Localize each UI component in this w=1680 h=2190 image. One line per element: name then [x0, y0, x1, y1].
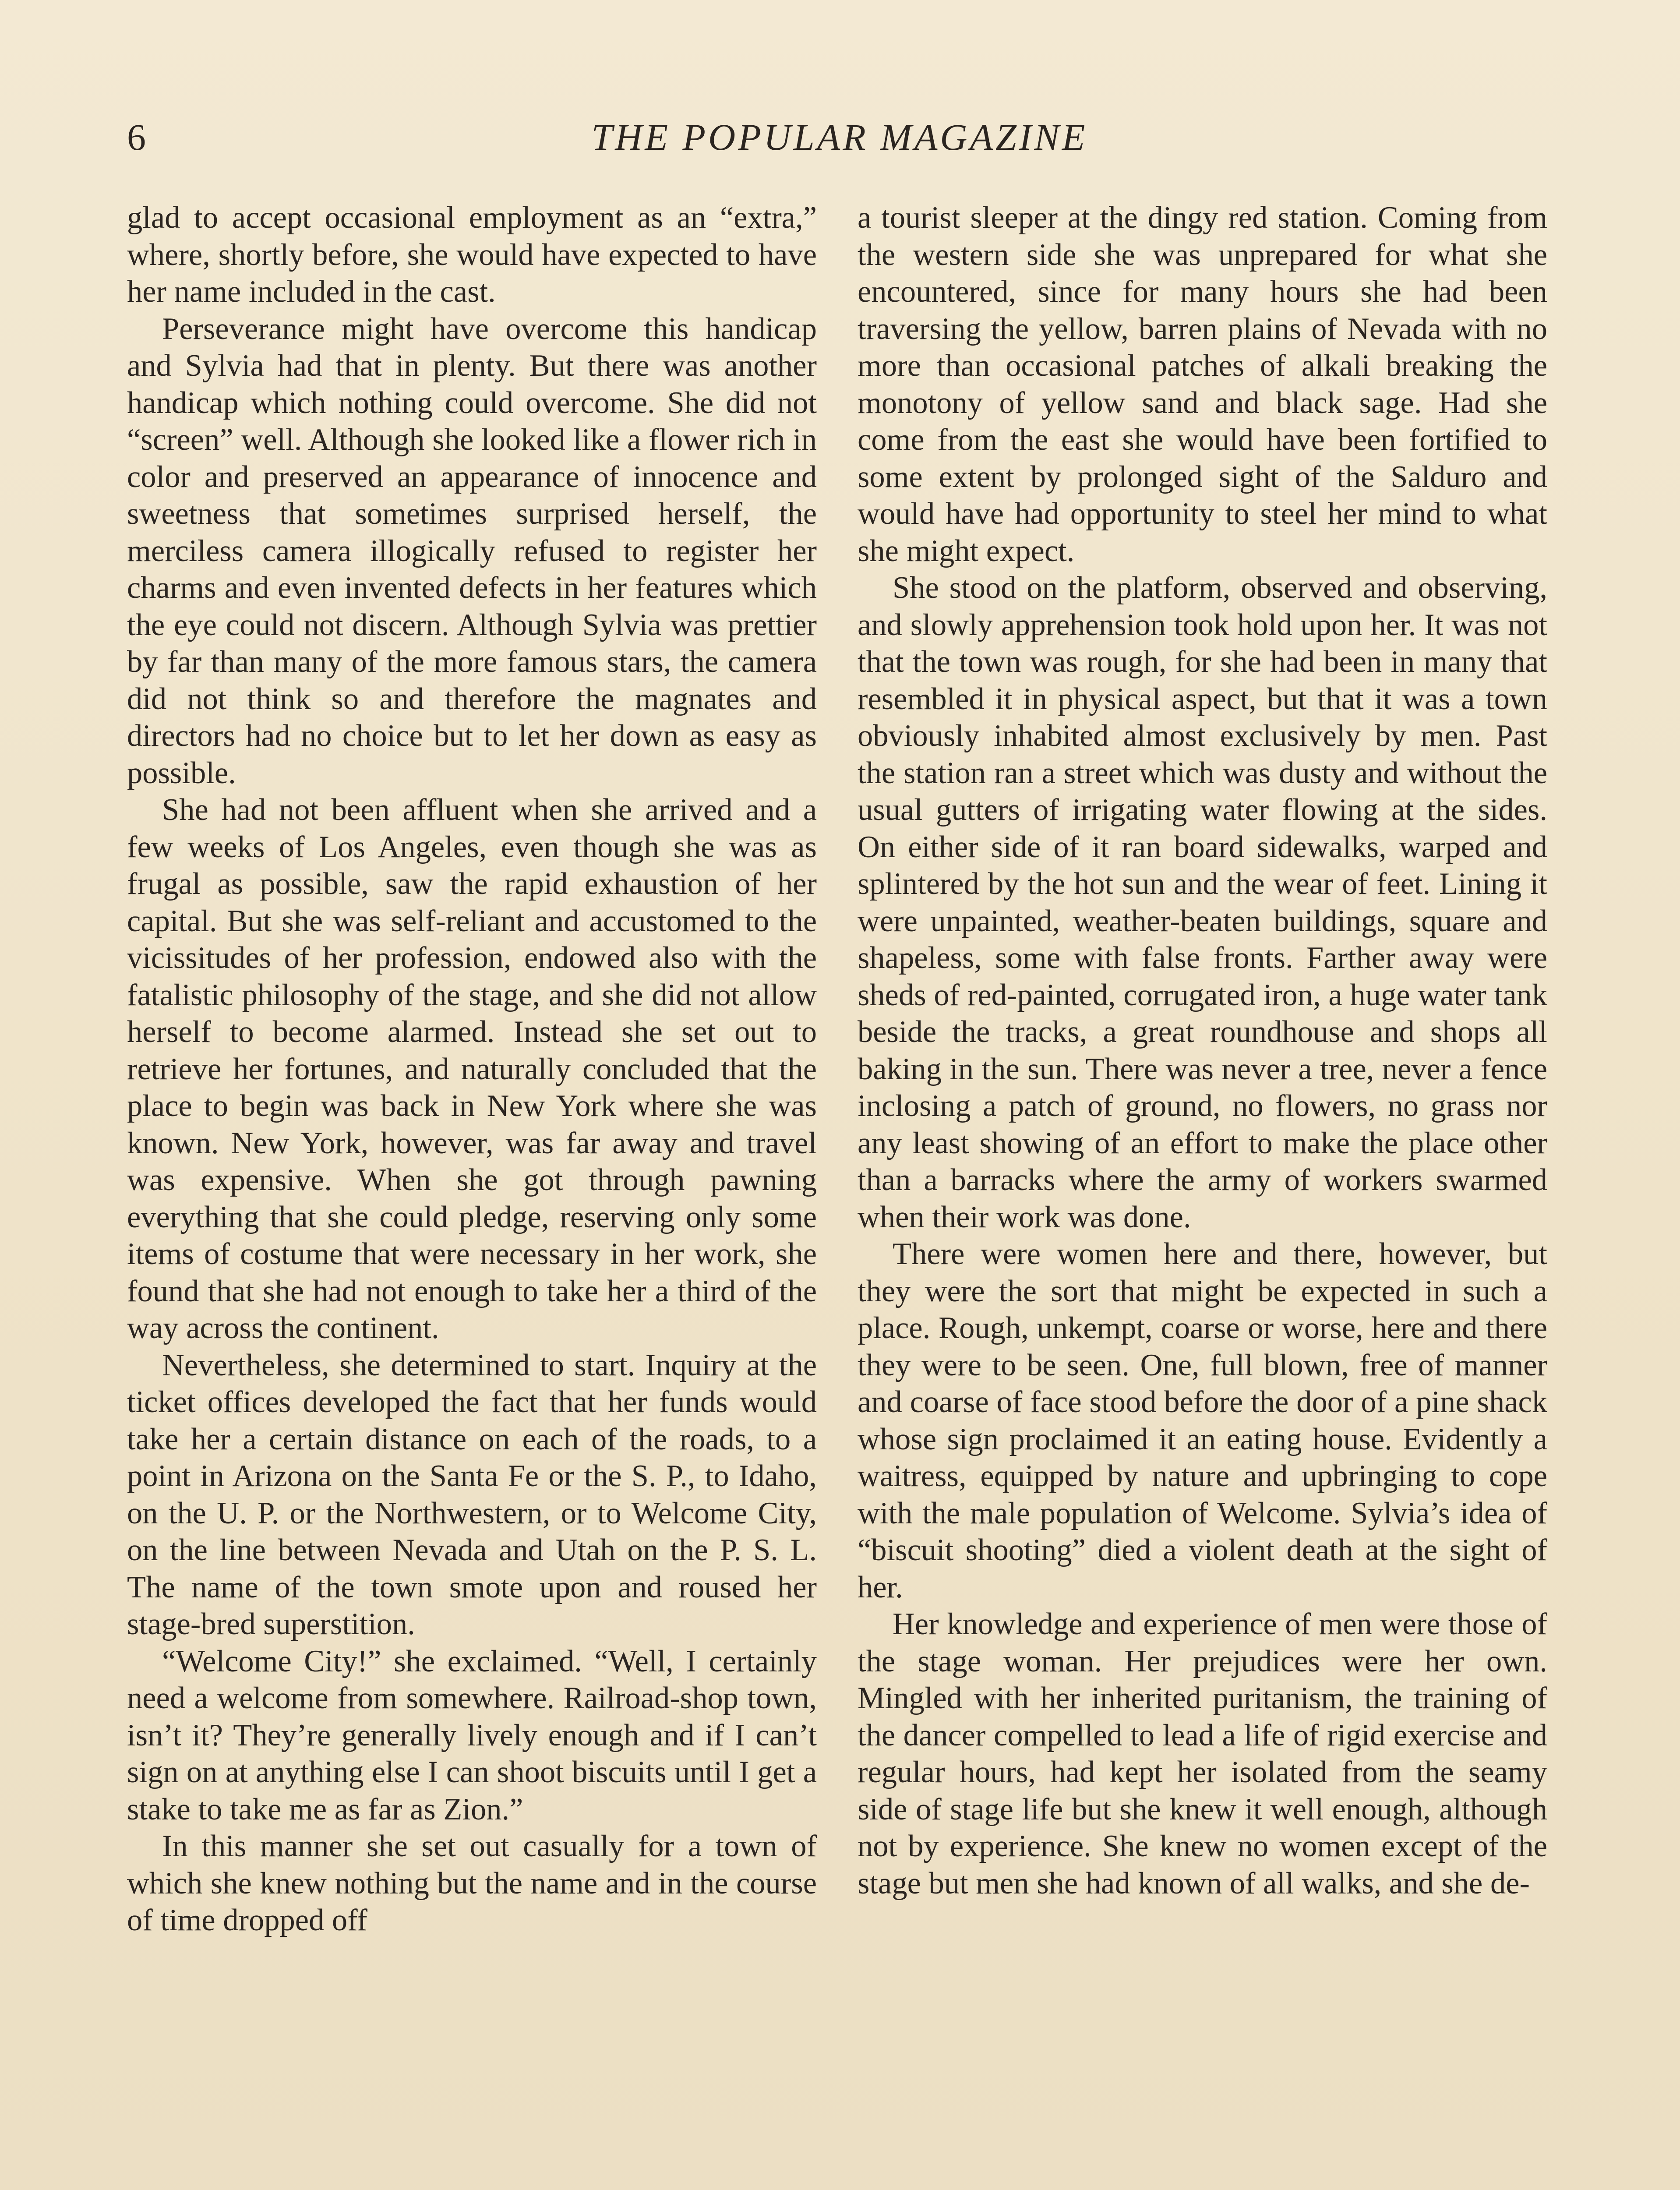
running-head: THE POPULAR MAGAZINE [591, 116, 1088, 158]
paragraph: There were women here and there, however, but they were the sort that might be expected in such a place. Rough, unkempt, coarse or worse, here and there they were to be seen. One, full blown, free of manner and coarse of face stood before the door of a pine shack whose sign proclaimed it an eating house. Evidently a waitress, equipped by nature and upbringing to cope with the male population of Welcome. Sylvia’s idea of “biscuit shooting” died a violent death at the sight of her. [858, 1237, 1547, 1604]
page-header [127, 117, 1552, 157]
paragraph: She had not been affluent when she arrived and a few weeks of Los Angeles, even though she was as frugal as possible, saw the rapid exhaustion of her capital. But she was self-reliant and accustomed to the vicissitudes of her profession, endowed also with the fatalistic philosophy of the stage, and she did not allow herself to become alarmed. Instead she set out to retrieve her fortunes, and naturally concluded that the place to begin was back in New York where she was known. New York, however, was far away and travel was expensive. When she got through pawning everything that she could pledge, reserving only some items of costume that were necessary in her work, she found that she had not enough to take her a third of the way across the continent. [127, 793, 817, 1345]
paragraph: “Welcome City!” she exclaimed. “Well, I certainly need a welcome from somewhere. Railroad-shop town, isn’t it? They’re generally lively enough and if I can’t sign on at anything else I can shoot biscuits until I get a stake to take me as far as Zion.” [127, 1644, 817, 1826]
right-column [858, 199, 1547, 1902]
paragraph: She stood on the platform, observed and observing, and slowly apprehension took hold upon her. It was not that the town was rough, for she had been in many that resembled it in physical aspect, but that it was a town obviously inhabited almost exclusively by men. Past the station ran a street which was dusty and without the usual gutters of irrigating water flowing at the sides. On either side of it ran board sidewalks, warped and splintered by the hot sun and the wear of feet. Lining it were unpainted, weather-beaten buildings, square and shapeless, some with false fronts. Farther away were sheds of red-painted, corrugated iron, a huge water tank beside the tracks, a great roundhouse and shops all baking in the sun. There was never a tree, never a fence inclosing a patch of ground, no flowers, no grass nor any least showing of an effort to make the place other than a barracks where the army of workers swarmed when their work was done. [858, 571, 1547, 1234]
paragraph: In this manner she set out casually for a town of which she knew nothing but the name and in the course of time dropped off [127, 1829, 817, 1937]
paragraph: glad to accept occasional employment as an “extra,” where, shortly before, she would have expected to have her name included in the cast. [127, 201, 817, 309]
paragraph: Nevertheless, she determined to start. Inquiry at the ticket offices developed the fact that her funds would take her a certain distance on each of the roads, to a point in Arizona on the Santa Fe or the S. P., to Idaho, on the U. P. or the Northwestern, or to Welcome City, on the line between Nevada and Utah on the P. S. L. The name of the town smote upon and roused her stage-bred superstition. [127, 1348, 817, 1641]
paragraph: Her knowledge and experience of men were those of the stage woman. Her prejudices were her own. Mingled with her inherited puritanism, the training of the dancer compelled to lead a life of rigid exercise and regular hours, had kept her isolated from the seamy side of stage life but she knew it well enough, although not by experience. She knew no women except of the stage but men she had known of all walks, and she de- [858, 1607, 1547, 1900]
paragraph: a tourist sleeper at the dingy red station. Coming from the western side she was unprepared for what she encountered, since for many hours she had been traversing the yellow, barren plains of Nevada with no more than occasional patches of alkali breaking the monotony of yellow sand and black sage. Had she come from the east she would have been fortified to some extent by prolonged sight of the Salduro and would have had opportunity to steel her mind to what she might expect. [858, 201, 1547, 568]
left-column [127, 199, 817, 1939]
page-number: 6 [127, 116, 146, 158]
paragraph: Perseverance might have overcome this handicap and Sylvia had that in plenty. But there was another handicap which nothing could overcome. She did not “screen” well. Although she looked like a flower rich in color and preserved an appearance of innocence and sweetness that sometimes surprised herself, the merciless camera illogically refused to register her charms and even invented defects in her features which the eye could not discern. Although Sylvia was prettier by far than many of the more famous stars, the camera did not think so and therefore the magnates and directors had no choice but to let her down as easy as possible. [127, 311, 817, 790]
